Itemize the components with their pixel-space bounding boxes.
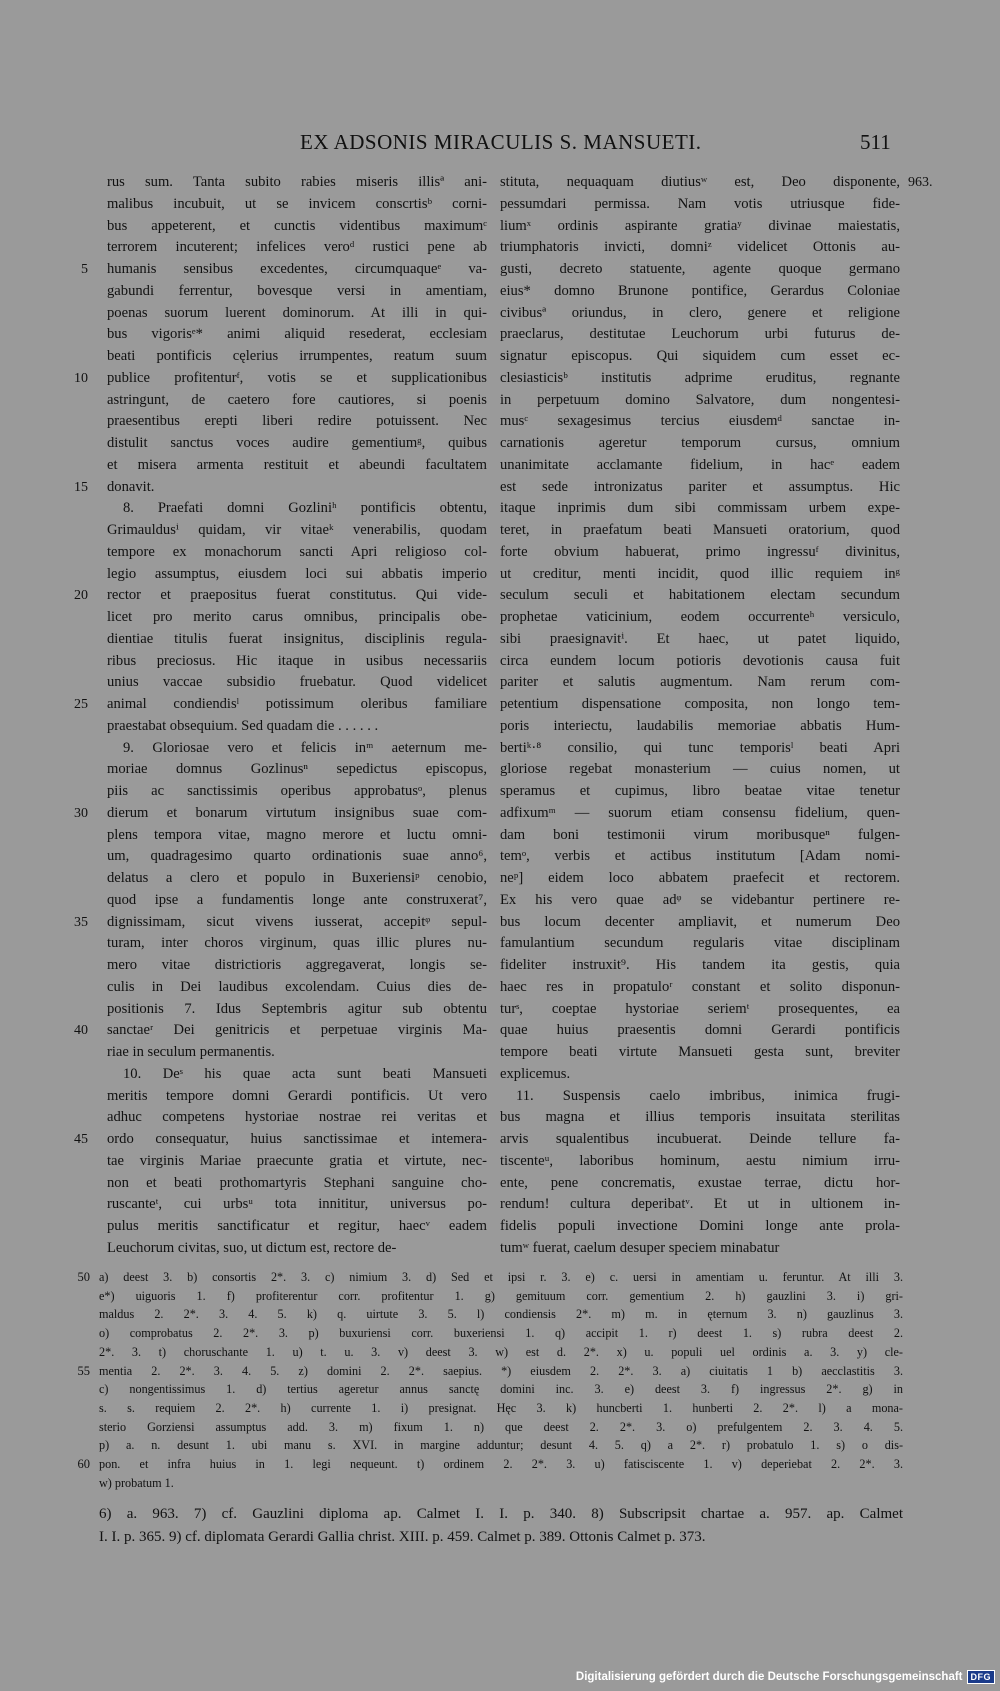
text-line: Ex his vero quae adᵠ se videbantur pertinere re-: [500, 891, 900, 908]
text-line: eius* domno Brunone pontifice, Gerardus Coloniae: [500, 282, 900, 299]
text-line: itaque inprimis dum sibi commissam urbem expe-: [500, 500, 900, 517]
text-line: Grimauldusⁱ quidam, vir vitaeᵏ venerabilis, quodam: [107, 522, 487, 538]
text-line: terrorem incuterent; infelices veroᵈ rustici pene ab: [107, 239, 487, 256]
text-line: rus sum. Tanta subito rabies miseris illisª ani-: [107, 174, 487, 190]
text-line: publice profitenturᶠ, votis se et supplicationibus: [107, 369, 487, 386]
line-number: 45: [74, 1132, 88, 1147]
text-line: a) deest 3. b) consortis 2*. 3. c) nimium 3. d) Sed et ipsi r. 3. e) c. uersi in amentiam u. feruntur. At illi 3.: [99, 1270, 903, 1284]
text-line: sterio Gorziensi assumptus add. 3. m) fixum 1. n) que deest 2. 2*. 3. o) prefulgentem 2. 3. 4. 5.: [99, 1419, 903, 1434]
text-line: temᵒ, verbis et actibus institutum [Adam nomi-: [500, 848, 900, 865]
text-line: poenas suorum luerent dominorum. At illi in qui-: [107, 304, 487, 321]
text-line: plens tempora vitae, magno merore et luctu omni-: [107, 826, 487, 843]
text-line: explicemus.: [500, 1065, 571, 1082]
text-line: piis ac sanctissimis operibus approbatusᵒ, plenus: [107, 783, 487, 799]
text-line: rendum! cultura deperibatᵛ. Et ut in ultionem in-: [500, 1196, 900, 1213]
text-line: 2*. 3. t) choruschante 1. u) t. u. 3. v) deest 3. w) est d. 2*. x) u. populi uel ordinis a. 3. y) cle-: [99, 1344, 903, 1359]
text-line: sanctaeʳ Dei genitricis et perpetuae virginis Ma-: [107, 1022, 487, 1039]
text-line: 6) a. 963. 7) cf. Gauzlini diploma ap. Calmet I. I. p. 340. 8) Subscripsit chartae a. 957. ap. Calmet: [99, 1506, 903, 1522]
text-line: petentium dispensatione composita, non longo tem-: [500, 696, 900, 712]
text-line: ente, pene concrematis, exustae terrae, dictu hor-: [500, 1174, 900, 1191]
text-line: est sede intronizatus pariter et assumptus. Hic: [500, 478, 900, 495]
text-line: bertiᵏ·⁸ consilio, qui tunc temporisˡ beati Apri: [500, 739, 900, 756]
text-line: neᵖ] eidem loco abbatem praefecit et rectorem.: [500, 870, 900, 886]
text-line: malibus incubuit, ut se invicem conscrtisᵇ corni-: [107, 195, 487, 212]
text-line: ruscanteᵗ, cui urbsᵘ tota innititur, universus po-: [107, 1196, 487, 1213]
critical-apparatus: [99, 1268, 903, 1492]
line-number: 40: [74, 1023, 88, 1039]
text-line: unius vaccae subsidio fruebatur. Quod videlicet: [107, 674, 487, 691]
digitization-credit: [575, 1668, 995, 1686]
text-line: tempore ex monachorum sancti Apri religioso col-: [107, 543, 487, 560]
text-line: 10. Deˢ his quae acta sunt beati Mansueti: [123, 1065, 487, 1082]
line-number: 15: [74, 479, 88, 495]
text-line: tempore beati virtute Mansueti gesta sunt, breviter: [500, 1044, 900, 1060]
text-line: 8. Praefati domni Gozliniʰ pontificis obtentu,: [123, 500, 487, 517]
text-line: triumphatoris invicti, domniᶻ videlicet Ottonis au-: [500, 239, 900, 256]
text-line: ut creditur, menti incidit, quod illic requiem inᵍ: [500, 565, 900, 582]
text-line: dam boni testimonii virum moribusqueⁿ fulgen-: [500, 826, 900, 843]
text-line: maldus 2. 2*. 3. 4. 5. k) q. uirtute 3. 5. l) condiensis 2*. m) m. in ęternum 3. n) gauzlinus 3.: [99, 1307, 903, 1322]
text-line: stituta, nequaquam diutiusʷ est, Deo disponente,: [500, 174, 900, 190]
text-line: ribus preciosus. Hic itaque in usibus necessariis: [107, 652, 487, 669]
line-number: 20: [74, 588, 88, 604]
text-line: bus appeterent, et cunctis videntibus maximumᶜ: [107, 217, 487, 234]
text-line: speramus et cupimus, libro beatae vitae tenetur: [500, 783, 900, 799]
line-number: 25: [74, 697, 88, 712]
text-line: signatur episcopus. Qui siquidem cum esset ec-: [500, 348, 900, 364]
text-line: pessumdari permissa. Nam votis utriusque fide-: [500, 195, 900, 212]
margin-year: 963.: [908, 175, 933, 190]
text-line: praesentibus erepti liberi redire potuissent. Nec: [107, 413, 487, 430]
text-line: prophetae vaticinium, eodem occurrenteʰ versiculo,: [500, 609, 900, 625]
text-line: pariter et salutis augmentum. Nam rerum com-: [500, 674, 900, 691]
dfg-logo: DFG: [967, 1670, 996, 1684]
text-line: fidelis populi invectione Domini longe ante prola-: [500, 1218, 900, 1234]
text-line: s. s. requiem 2. 2*. h) currente 1. i) presignat. Hęc 3. k) huncberti 1. hunberti 2. 2*. l) a mona-: [99, 1400, 903, 1415]
text-line: ordo consequatur, huius sanctissimae et intemera-: [107, 1131, 487, 1147]
text-line: 9. Gloriosae vero et felicis inᵐ aeternum me-: [123, 739, 487, 756]
text-line: et misera armenta restituit et abeundi facultatem: [107, 456, 487, 473]
text-line: positionis 7. Idus Septembris agitur sub obtentu: [107, 1000, 487, 1017]
text-line: mero vitae districtioris aggregaverat, longis se-: [107, 957, 487, 973]
text-line: gusti, decreto statuente, agente quoque germano: [500, 261, 900, 277]
text-line: tae virginis Mariae praecunte gratia et virtute, nec-: [107, 1152, 487, 1169]
text-line: um, quadragesimo quarto ordinationis suae anno⁶,: [107, 848, 487, 865]
text-line: Leuchorum civitas, suo, ut dictum est, rectore de-: [107, 1239, 397, 1256]
text-line: dientiae titulis fuerat insignitus, disciplinis regula-: [107, 630, 487, 647]
text-line: turˢ, coeptae hystoriae seriemᵗ prosequentes, ea: [500, 1000, 900, 1017]
text-line: dignissimam, sicut vivens iusserat, accepitᵠ sepul-: [107, 913, 487, 930]
text-line: bus vigorisᵉ* animi aliquid resederat, ecclesiam: [107, 326, 487, 343]
text-line: praeclarus, destitutae Leuchorum urbi futurus de-: [500, 326, 900, 343]
text-line: seculum seculi et habitationem electam secundum: [500, 587, 900, 604]
text-line: poris interiectu, laudabilis memoriae abbatis Hum-: [500, 717, 900, 734]
text-line: I. I. p. 365. 9) cf. diplomata Gerardi Gallia christ. XIII. p. 459. Calmet p. 389. Ottonis Calmet p. 373.: [99, 1529, 706, 1545]
text-line: arvis squalentibus incubuerat. Deinde tellure fa-: [500, 1131, 900, 1147]
text-line: donavit.: [107, 478, 155, 495]
text-line: fideliter instruxit⁹. His tandem ita gestis, quia: [500, 957, 900, 973]
line-number: 5: [81, 262, 88, 277]
credit-text: Digitalisierung gefördert durch die Deutsche Forschungsgemeinschaft: [575, 1671, 963, 1683]
text-line: distulit sanctus voces audire gementiumᵍ, quibus: [107, 435, 487, 451]
text-line: praestabat obsequium. Sed quadam die . . . . . .: [107, 717, 379, 734]
footnote-line-number: 50: [77, 1270, 90, 1284]
text-line: culis in Dei laudibus excolendam. Cuius dies de-: [107, 978, 487, 995]
text-line: turam, inter choros virginum, quas illic plures nu-: [107, 935, 487, 952]
text-line: teret, in praefatum beati Mansueti oratorium, quod: [500, 522, 900, 538]
text-line: non et beati prothomartyris Stephani sanguine cho-: [107, 1174, 487, 1191]
text-line: p) a. n. desunt 1. ubi manu s. XVI. in margine adduntur; desunt 4. 5. q) a 2*. r) probatulo 1. s) o dis-: [99, 1438, 903, 1453]
text-line: animal condiendisˡ potissimum oleribus familiare: [107, 696, 487, 712]
text-line: adhuc competens hystoriae nostrae rei veritas et: [107, 1109, 487, 1126]
text-line: haec res in propatuloʳ constant et solito disponun-: [500, 978, 900, 995]
text-line: bus locum decenter ampliavit, et numerum Deo: [500, 913, 900, 930]
text-line: pulus meritis sanctificatur et regitur, haecᵛ eadem: [107, 1218, 487, 1234]
text-line: w) probatum 1.: [99, 1475, 174, 1490]
text-line: adfixumᵐ — suorum etiam consensu fidelium, quen-: [500, 804, 900, 821]
text-line: beati pontificis cęlerius irrumpentes, reatum suum: [107, 348, 487, 364]
text-line: licet pro merito carus omnibus, principalis obe-: [107, 609, 487, 625]
text-line: in perpetuum domino Salvatore, dum nongentesi-: [500, 391, 900, 408]
text-line: e*) uiguoris 1. f) profiterentur corr. profitentur 1. g) gemituum corr. gementium 2. h) gauzlini 3. i) gri-: [99, 1288, 903, 1303]
text-line: gloriose regebat monasterium — cuius nomen, ut: [500, 761, 900, 778]
footnote-line-number: 55: [77, 1363, 90, 1378]
text-line: forte obvium habuerat, primo ingressuᶠ divinitus,: [500, 543, 900, 560]
line-number: 35: [74, 914, 88, 930]
text-line: sibi praesignavitⁱ. Et haec, ut patet liquido,: [500, 630, 900, 647]
text-line: delatus a clero et populo in Buxeriensiᵖ cenobio,: [107, 870, 487, 886]
text-line: riae in seculum permanentis.: [107, 1044, 275, 1060]
text-line: astringunt, de caetero fore cautiores, si poenis: [107, 391, 487, 408]
text-line: liumˣ ordinis aspirante gratiaʸ divinae maiestatis,: [500, 217, 900, 234]
text-line: meritis tempore domni Gerardi pontificis. Ut vero: [107, 1087, 487, 1104]
historical-notes: [99, 1503, 903, 1549]
text-line: tiscenteᵘ, laboribus hominum, aestu nimium irru-: [500, 1152, 900, 1169]
text-line: famulantium secundum regularis vitae disciplinam: [500, 935, 900, 952]
text-line: musᶜ sexagesimus tercius eiusdemᵈ sanctae in-: [500, 413, 900, 430]
text-line: circa eundem locum potioris devotionis causa fuit: [500, 652, 900, 669]
text-line: mentia 2. 2*. 3. 4. 5. z) domini 2. 2*. saepius. *) eiusdem 2. 2*. 3. a) ciuitatis 1 b) aecclastitis 3.: [99, 1363, 903, 1378]
text-line: tumʷ fuerat, caelum desuper speciem minabatur: [500, 1239, 780, 1256]
text-line: rector et praepositus fuerat constitutus. Qui vide-: [107, 587, 487, 604]
text-line: moriae domnus Gozlinusⁿ sepedictus episcopus,: [107, 761, 487, 778]
running-title: EX ADSONIS MIRACULIS S. MANSUETI.: [300, 130, 702, 154]
text-line: c) nongentissimus 1. d) tertius ageretur annus sanctę domini inc. 3. e) deest 3. f) ingressus 2*. g) in: [99, 1382, 903, 1397]
running-header: [0, 130, 1000, 160]
left-column: [107, 172, 487, 1260]
right-column: [500, 172, 900, 1260]
text-line: quod ipse a fundamentis longe ante construxerat⁷,: [107, 891, 487, 908]
text-line: bus magna et illius temporis insuitata sterilitas: [500, 1109, 900, 1126]
text-line: quae huius praesentis domni Gerardi pontificis: [500, 1022, 900, 1039]
footnote-line-number: 60: [77, 1457, 90, 1471]
text-line: pon. et infra huius in 1. legi nequeunt. t) ordinem 2. 2*. 3. u) fatisciscente 1. v) deperiebat 2. 2*. 3.: [99, 1457, 903, 1472]
line-number: 10: [74, 370, 88, 386]
text-line: unanimitate acclamante fidelium, in hacᵉ eadem: [500, 456, 900, 473]
text-line: legio assumptus, eiusdem loci sui abbatis imperio: [107, 565, 487, 582]
line-number: 30: [74, 805, 88, 821]
text-line: 11. Suspensis caelo imbribus, inimica frugi-: [516, 1087, 900, 1104]
text-line: gabundi ferrentur, bovesque versi in amentiam,: [107, 282, 487, 299]
text-line: humanis sensibus excedentes, circumquaqueᵉ va-: [107, 261, 487, 277]
text-line: o) comprobatus 2. 2*. 3. p) buxuriensi corr. buxeriensi 1. q) accipit 1. r) deest 1. s) rubra deest 2.: [99, 1326, 903, 1341]
text-line: civibusª oriundus, in clero, genere et religione: [500, 304, 900, 321]
text-line: carnationis ageretur temporum cursus, omnium: [500, 435, 900, 451]
text-line: clesiasticisᵇ institutis adprime eruditus, regnante: [500, 369, 900, 386]
page-number: 511: [860, 130, 891, 154]
text-line: dierum et bonarum virtutum insignibus suae com-: [107, 804, 487, 821]
